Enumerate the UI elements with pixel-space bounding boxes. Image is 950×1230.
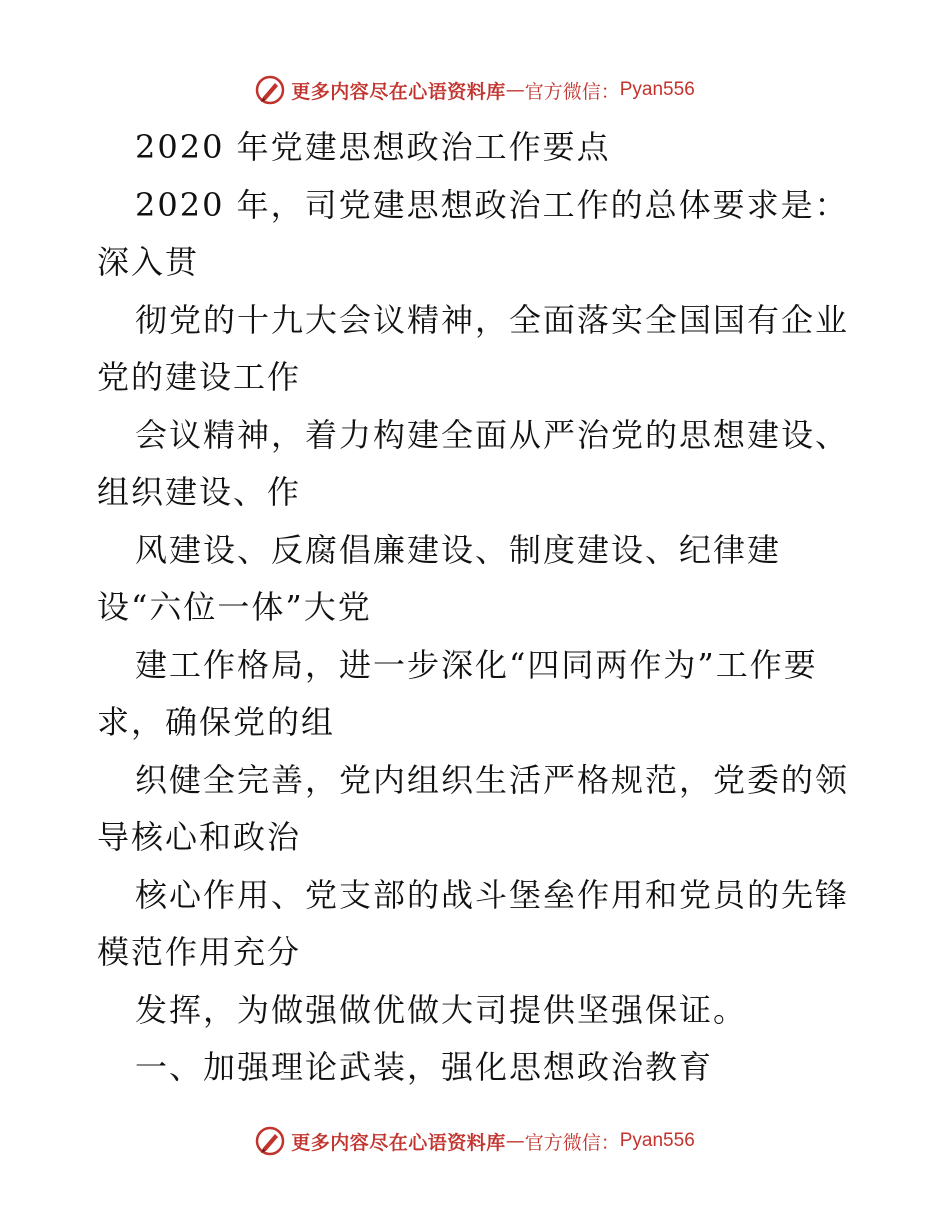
watermark-wechat-id: Pyan556 xyxy=(619,1130,695,1151)
pen-logo-icon xyxy=(255,75,285,105)
doc-line: 建工作格局，进一步深化“四同两作为”工作要 xyxy=(135,645,818,684)
watermark-wechat-id: Pyan556 xyxy=(619,79,695,100)
watermark-main-text: 更多内容尽在心语资料库 xyxy=(291,80,506,103)
doc-line: 导核心和政治 xyxy=(97,818,302,856)
doc-line: 彻党的十九大会议精神，全面落实全国国有企业 xyxy=(135,300,850,339)
watermark-main-text: 更多内容尽在心语资料库 xyxy=(291,1131,506,1154)
section-heading: 一、加强理论武装，强化思想政治教育 xyxy=(135,1048,714,1086)
doc-line: 2020 年，司党建思想政治工作的总体要求是： xyxy=(135,185,849,224)
pen-logo-icon xyxy=(255,1126,285,1156)
doc-line: 发挥，为做强做优做大司提供坚强保证。 xyxy=(135,990,748,1029)
doc-line: 组织建设、作 xyxy=(97,473,302,511)
header-watermark xyxy=(0,70,950,110)
watermark-sub-text: 官方微信： xyxy=(524,80,620,103)
doc-line: 风建设、反腐倡廉建设、制度建设、纪律建 xyxy=(135,530,782,569)
doc-line: 设“六位一体”大党 xyxy=(97,588,372,626)
doc-line: 会议精神，着力构建全面从严治党的思想建设、 xyxy=(135,415,850,454)
doc-line: 模范作用充分 xyxy=(97,933,302,971)
doc-line: 党的建设工作 xyxy=(97,358,302,396)
doc-line: 求，确保党的组 xyxy=(97,703,336,741)
watermark-dash: — xyxy=(505,79,525,101)
doc-title: 2020 年党建思想政治工作要点 xyxy=(135,128,611,166)
watermark-sub-text: 官方微信： xyxy=(524,1131,620,1154)
doc-line: 深入贯 xyxy=(97,243,200,281)
doc-line: 核心作用、党支部的战斗堡垒作用和党员的先锋 xyxy=(135,875,850,914)
watermark-dash: — xyxy=(505,1130,525,1152)
document-body xyxy=(97,119,857,1097)
footer-watermark xyxy=(0,1121,950,1161)
doc-line: 织健全完善，党内组织生活严格规范，党委的领 xyxy=(135,760,850,799)
